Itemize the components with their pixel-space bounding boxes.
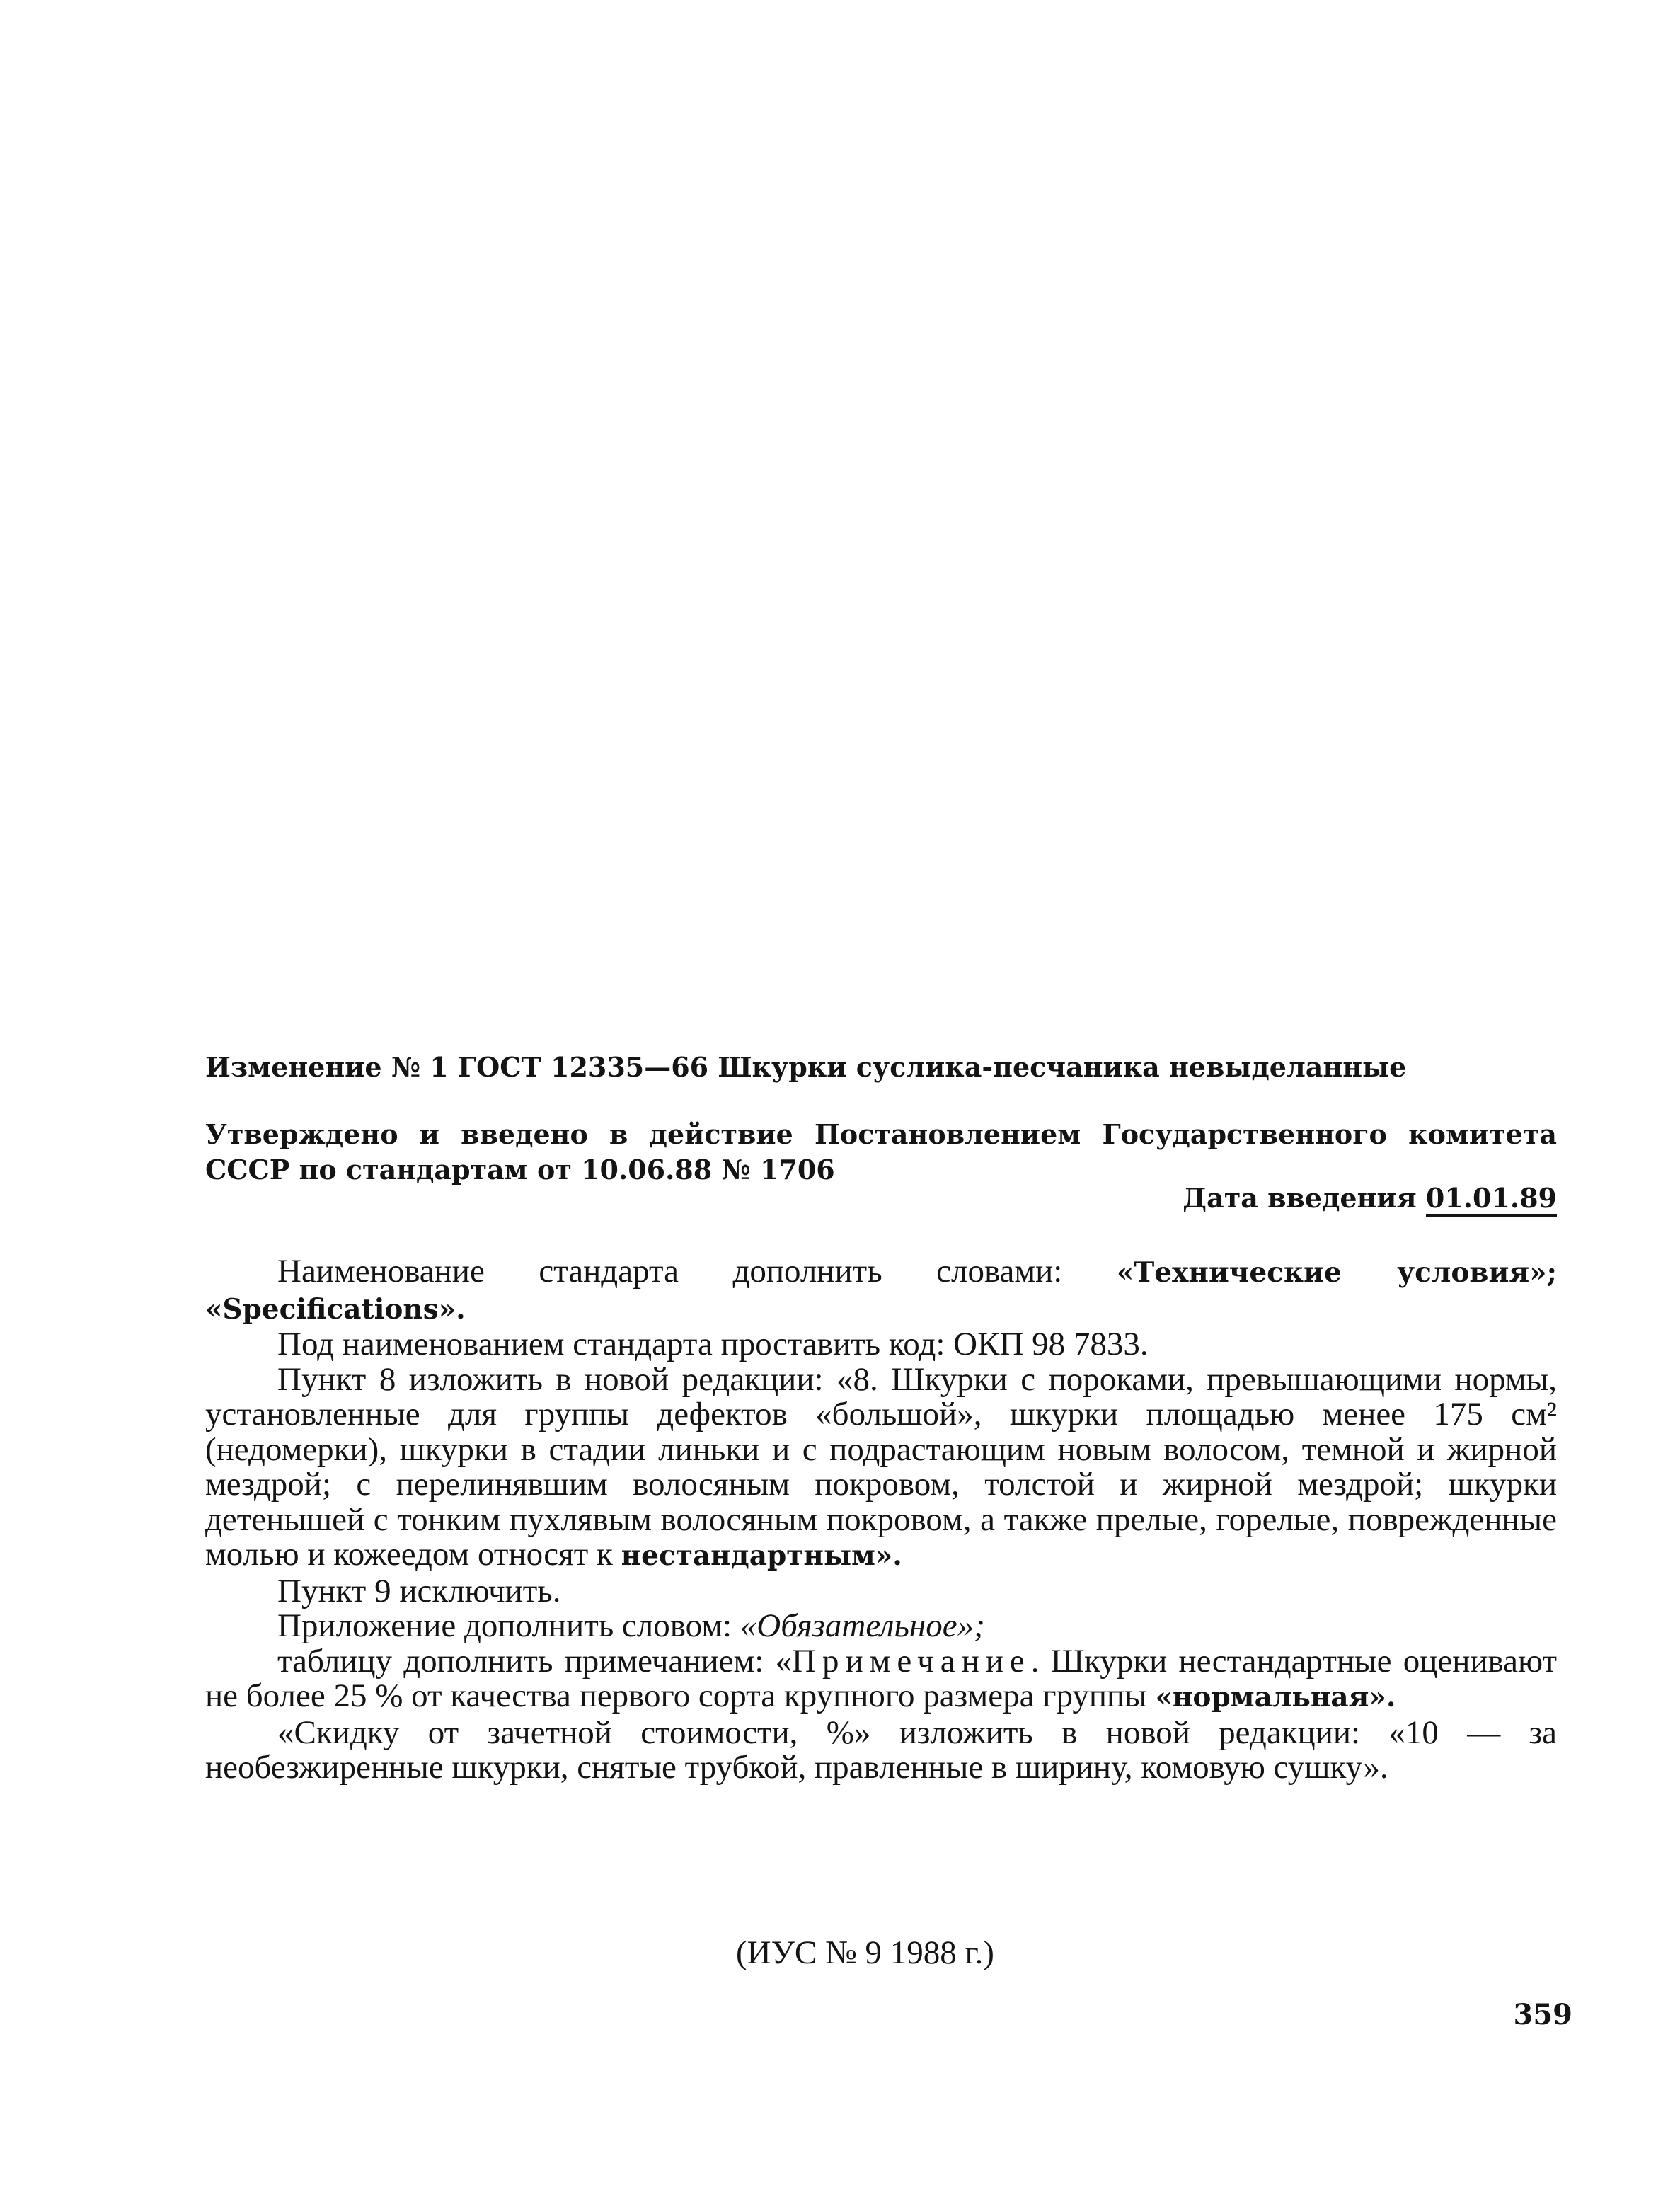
paragraph-text: . Шкурки нестандартные оценивают не более 25 % от качества первого сорта крупного размера группы xyxy=(205,1642,1557,1714)
amendment-body xyxy=(205,1254,1557,1786)
effective-date-label: Дата введения xyxy=(1183,1182,1417,1214)
effective-date-value: 01.01.89 xyxy=(1426,1183,1557,1217)
paragraph-table-note xyxy=(205,1644,1557,1716)
paragraph-okp-code: Под наименованием стандарта проставить код: ОКП 98 7833. xyxy=(277,1326,1149,1362)
paragraph-bold-text: «нормальная». xyxy=(1155,1681,1396,1714)
paragraph-bold-text: нестандартным». xyxy=(621,1539,902,1572)
paragraph-bold-text: «Технические условия»; «Specifications». xyxy=(205,1256,1557,1326)
paragraph-italic-text: «Обязательное»; xyxy=(740,1607,985,1644)
paragraph-text: Приложение дополнить словом: xyxy=(277,1607,740,1644)
paragraph-text: Наименование стандарта дополнить словами: xyxy=(277,1253,1117,1290)
approval-statement: Утверждено и введено в действие Постановлением Государственного комитета СССР по стандартам от 10.06.88 № 1706 xyxy=(205,1118,1557,1186)
paragraph-text: таблицу дополнить примечанием: « xyxy=(277,1642,793,1680)
paragraph-clause-9: Пункт 9 исключить. xyxy=(277,1572,561,1609)
paragraph-discount: «Скидку от зачетной стоимости, %» изложить в новой редакции: «10 — за необезжиренные шкурки, снятые трубкой, правленные в ширину, комовую сушку». xyxy=(205,1714,1557,1786)
source-reference: (ИУС № 9 1988 г.) xyxy=(736,1934,994,1971)
paragraph-text: Пункт 8 изложить в новой редакции: «8. Шкурки с пороками, превышающими нормы, установленные для группы дефектов «большой», шкурки площадью менее 175 см² (недомерки), шкурки в стадии линьки и с подрастающим новым волосом, темной и жирной мездрой; с перелинявшим волосяным покровом, толстой и жирной мездрой; шкурки детенышей с тонким пухлявым волосяным покровом, а также прелые, горелые, поврежденные молью и кожеедом относят к xyxy=(205,1360,1557,1573)
paragraph-name-change xyxy=(205,1254,1557,1327)
paragraph-clause-8 xyxy=(205,1362,1557,1574)
amendment-title: Изменение № 1 ГОСТ 12335—66 Шкурки суслика-песчаника невыделанные xyxy=(205,1051,1407,1083)
paragraph-spaced-text: Примечание xyxy=(792,1642,1031,1680)
paragraph-appendix xyxy=(205,1609,1557,1644)
page-number: 359 xyxy=(1513,1998,1572,2031)
effective-date xyxy=(1183,1181,1557,1217)
